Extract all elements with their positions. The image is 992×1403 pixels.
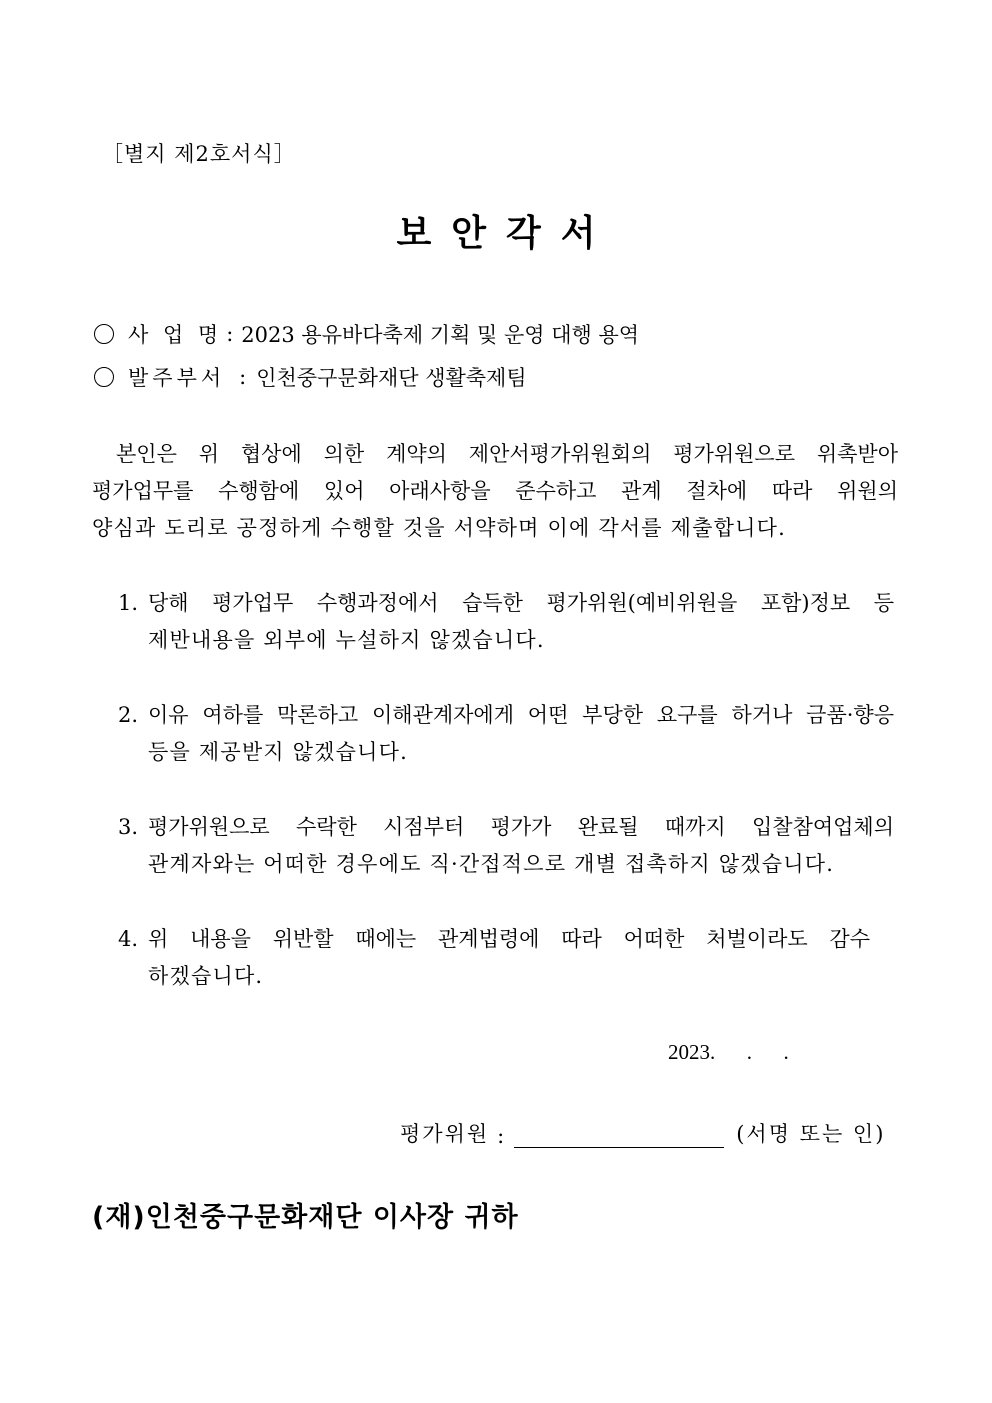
pledge-text-line-1: 평가위원으로 수락한 시점부터 평가가 완료될 때까지 입찰참여업체의	[148, 815, 894, 839]
pledge-text-line-1: 위 내용을 위반할 때에는 관계법령에 따라 어떠한 처벌이라도 감수	[148, 927, 870, 951]
pledge-text-line-2: 등을 제공받지 않겠습니다.	[148, 740, 408, 764]
pledge-text-line-2: 관계자와는 어떠한 경우에도 직·간접적으로 개별 접촉하지 않겠습니다.	[148, 852, 835, 876]
pledge-number: 2.	[118, 703, 139, 727]
signature-row	[400, 1118, 885, 1148]
signature-label: 평가위원	[400, 1122, 490, 1146]
pledge-item-2	[118, 697, 894, 771]
ordering-dept-separator: :	[239, 365, 247, 389]
intro-line-2: 평가업무를 수행함에 있어 아래사항을 준수하고 관계 절차에 따라 위원의	[92, 479, 898, 503]
pledge-number: 1.	[118, 591, 139, 615]
pledge-text-line-2: 제반내용을 외부에 누설하지 않겠습니다.	[148, 628, 545, 652]
project-name-value: 2023 용유바다축제 기획 및 운영 대행 용역	[241, 323, 640, 347]
signature-blank-line[interactable]	[514, 1125, 724, 1148]
intro-paragraph	[92, 436, 898, 547]
project-name-line	[94, 319, 639, 349]
signature-colon: :	[497, 1124, 505, 1148]
pledge-item-3	[118, 809, 894, 883]
intro-line-1: 본인은 위 협상에 의한 계약의 제안서평가위원회의 평가위원으로 위촉받아	[116, 442, 898, 466]
pledge-text-line-1: 이유 여하를 막론하고 이해관계자에게 어떤 부당한 요구를 하거나 금품·향응	[148, 703, 894, 727]
form-label: ［별지 제2호서식］	[102, 142, 296, 166]
date-line: 2023. . .	[668, 1040, 789, 1064]
circle-bullet-icon	[94, 324, 114, 344]
document-title: 보안각서	[396, 213, 616, 254]
pledge-item-4	[118, 921, 870, 995]
ordering-dept-line	[94, 362, 527, 392]
pledge-text-line-1: 당해 평가업무 수행과정에서 습득한 평가위원(예비위원을 포함)정보 등	[148, 591, 894, 615]
pledge-number: 3.	[118, 815, 139, 839]
pledge-number: 4.	[118, 927, 139, 951]
ordering-dept-key: 발주부서	[128, 366, 226, 390]
project-name-separator: :	[226, 322, 234, 346]
pledge-item-1	[118, 585, 894, 659]
signature-suffix: (서명 또는 인)	[736, 1122, 886, 1146]
ordering-dept-value: 인천중구문화재단 생활축제팀	[256, 366, 527, 390]
intro-line-3: 양심과 도리로 공정하게 수행할 것을 서약하며 이에 각서를 제출합니다.	[92, 516, 786, 540]
project-name-key: 사 업 명	[128, 323, 223, 347]
circle-bullet-icon	[94, 367, 114, 387]
pledge-text-line-2: 하겠습니다.	[148, 964, 264, 988]
addressee: (재)인천중구문화재단 이사장 귀하	[92, 1202, 519, 1233]
